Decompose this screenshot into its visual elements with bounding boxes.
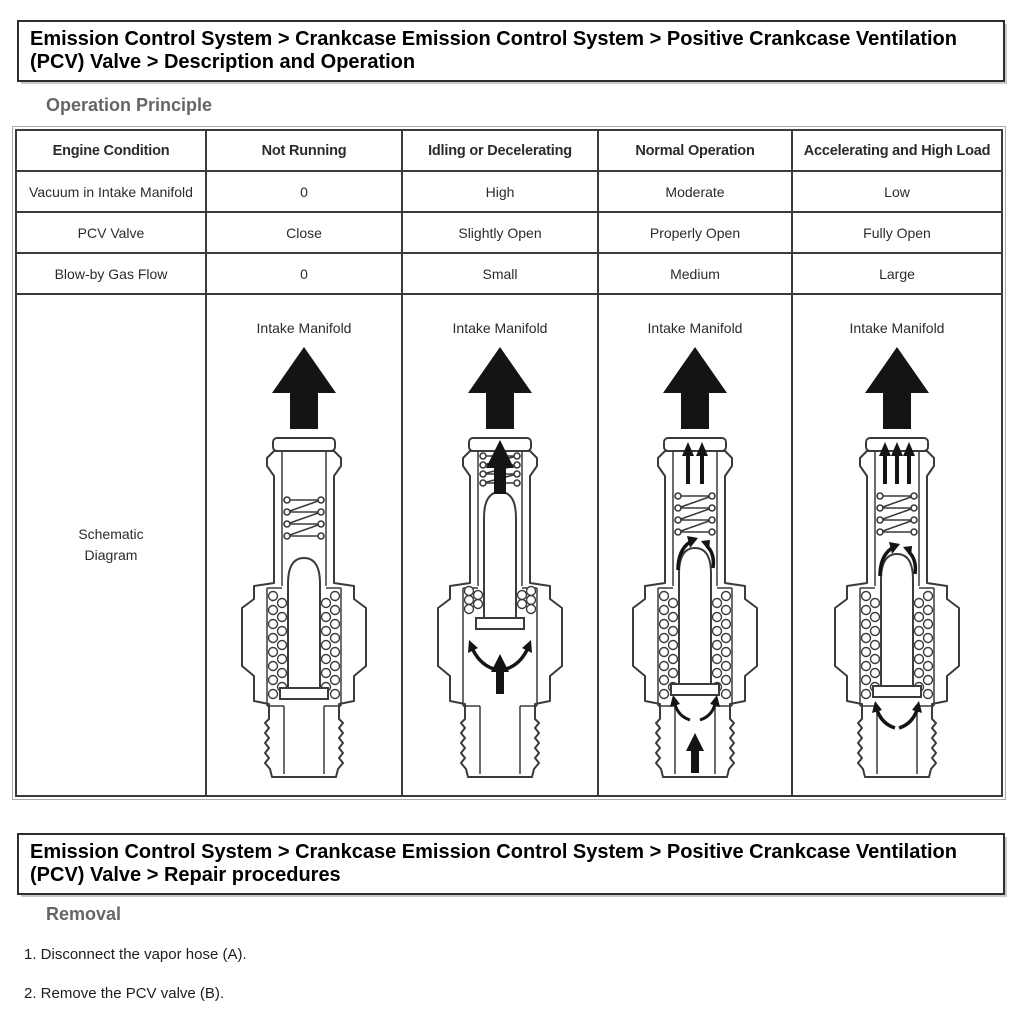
pcv-valve-schematic-accelerating bbox=[822, 436, 972, 786]
cell-pcv-accelerating: Fully Open bbox=[793, 213, 1001, 254]
cell-pcv-not-running: Close bbox=[207, 213, 403, 254]
intake-manifold-caption: Intake Manifold bbox=[452, 320, 548, 336]
breadcrumb-text: Emission Control System > Crankcase Emission Control System > Positive Crankcase Ventilation (PCV) Valve > Repair procedures bbox=[30, 841, 957, 886]
table-header-accelerating-high-load: Accelerating and High Load bbox=[793, 131, 1001, 172]
pcv-valve-schematic-normal bbox=[620, 436, 770, 786]
schematic-label-line1: Schematic bbox=[78, 526, 144, 542]
pcv-valve-schematic-not-running bbox=[229, 436, 379, 786]
schematic-label-line2: Diagram bbox=[84, 547, 138, 563]
row-label-pcv-valve: PCV Valve bbox=[17, 213, 207, 254]
table-header-idling-or-decelerating: Idling or Decelerating bbox=[403, 131, 599, 172]
table-header-normal-operation: Normal Operation bbox=[599, 131, 793, 172]
operation-principle-table bbox=[15, 129, 1003, 797]
schematic-cell-normal bbox=[599, 295, 793, 795]
table-header-not-running: Not Running bbox=[207, 131, 403, 172]
cell-blowby-normal: Medium bbox=[599, 254, 793, 295]
intake-manifold-caption: Intake Manifold bbox=[849, 320, 945, 336]
cell-blowby-idling: Small bbox=[403, 254, 599, 295]
cell-pcv-normal: Properly Open bbox=[599, 213, 793, 254]
up-arrow-icon bbox=[272, 347, 336, 429]
breadcrumb-repair-procedures bbox=[17, 833, 1005, 895]
schematic-row-label bbox=[17, 295, 207, 795]
section-heading-removal: Removal bbox=[46, 904, 122, 924]
cell-vacuum-idling: High bbox=[403, 172, 599, 213]
cell-vacuum-normal: Moderate bbox=[599, 172, 793, 213]
schematic-cell-accelerating bbox=[793, 295, 1001, 795]
up-arrow-icon bbox=[468, 347, 532, 429]
cell-blowby-not-running: 0 bbox=[207, 254, 403, 295]
cell-blowby-accelerating: Large bbox=[793, 254, 1001, 295]
up-arrow-icon bbox=[865, 347, 929, 429]
breadcrumb-description-operation bbox=[17, 20, 1005, 82]
table-header-engine-condition: Engine Condition bbox=[17, 131, 207, 172]
cell-vacuum-not-running: 0 bbox=[207, 172, 403, 213]
row-label-vacuum: Vacuum in Intake Manifold bbox=[17, 172, 207, 213]
up-arrow-icon bbox=[663, 347, 727, 429]
removal-step-2: 2. Remove the PCV valve (B). bbox=[24, 985, 225, 1002]
pcv-valve-schematic-idling bbox=[425, 436, 575, 786]
removal-step-1: 1. Disconnect the vapor hose (A). bbox=[24, 946, 247, 963]
schematic-cell-idling bbox=[403, 295, 599, 795]
intake-manifold-caption: Intake Manifold bbox=[647, 320, 743, 336]
cell-vacuum-accelerating: Low bbox=[793, 172, 1001, 213]
schematic-cell-not-running bbox=[207, 295, 403, 795]
cell-pcv-idling: Slightly Open bbox=[403, 213, 599, 254]
row-label-blow-by: Blow-by Gas Flow bbox=[17, 254, 207, 295]
breadcrumb-text: Emission Control System > Crankcase Emission Control System > Positive Crankcase Ventilation (PCV) Valve > Description and Operation bbox=[30, 28, 957, 73]
intake-manifold-caption: Intake Manifold bbox=[256, 320, 352, 336]
section-heading-operation-principle: Operation Principle bbox=[46, 95, 213, 115]
